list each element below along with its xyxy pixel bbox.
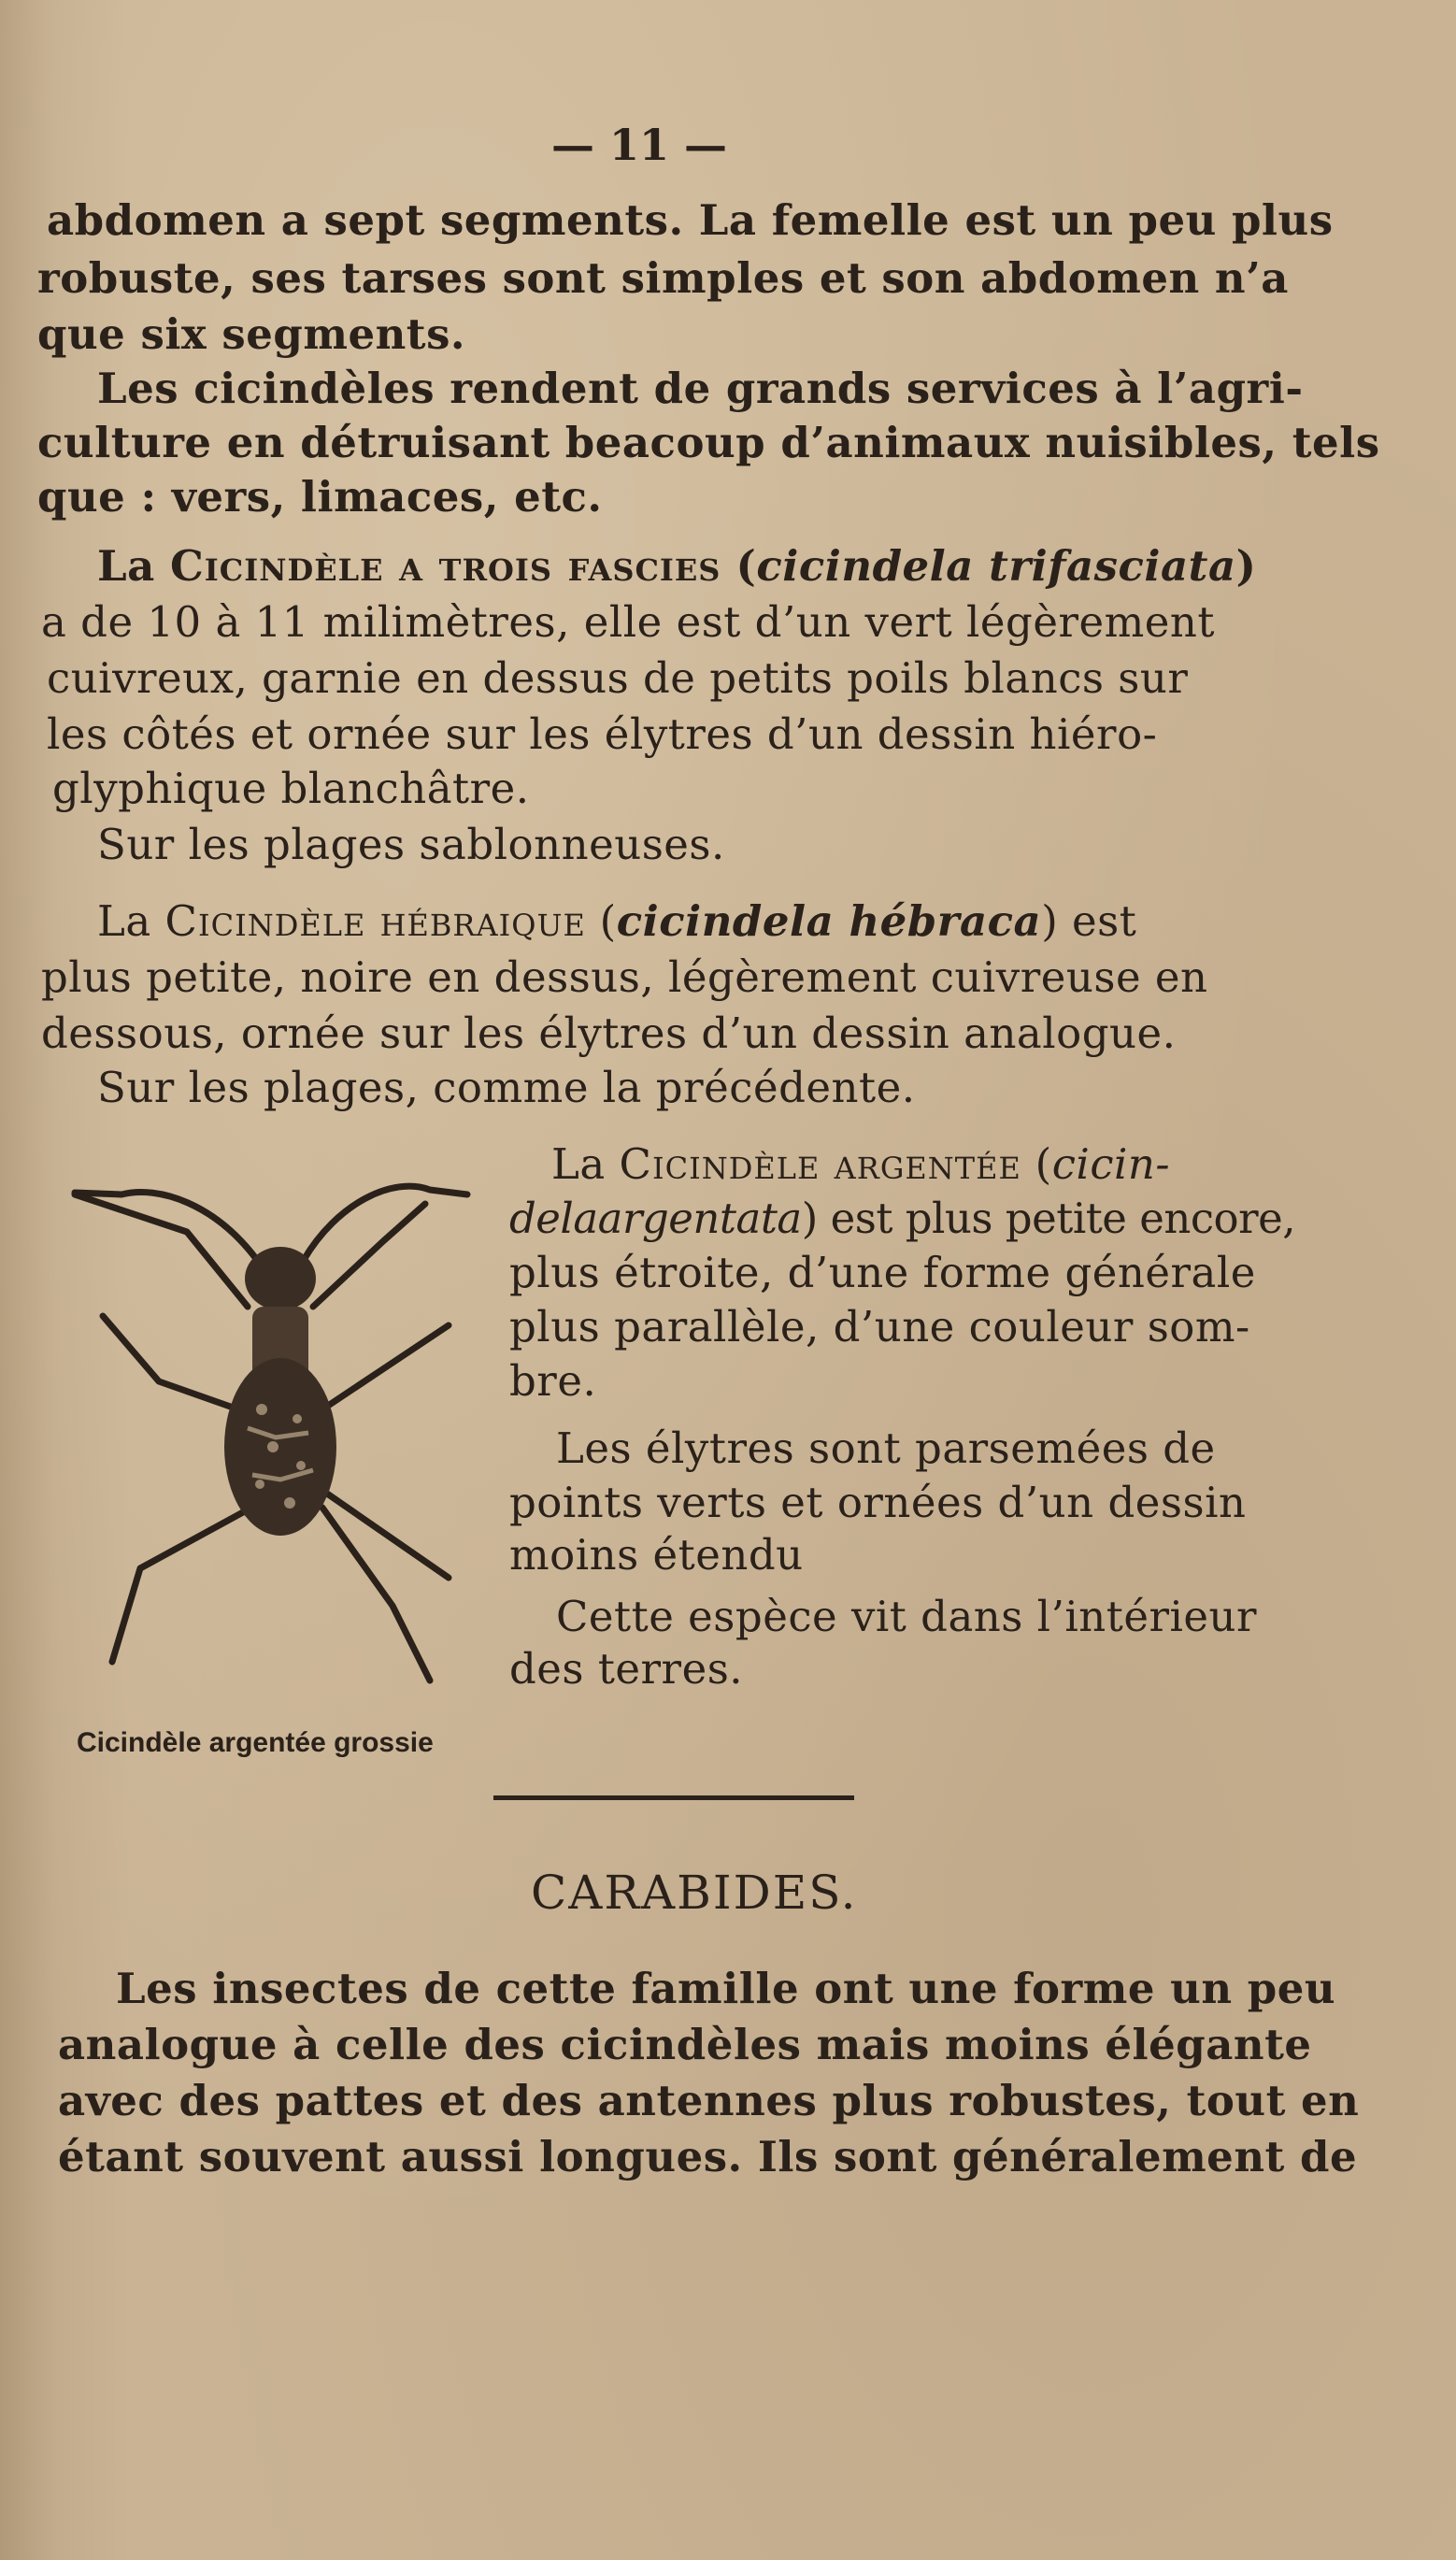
latin-name: cicin- [1051, 1139, 1171, 1189]
text-line: Sur les plages, comme la précédente. [97, 1063, 916, 1112]
latin-name: delaargentata [509, 1194, 802, 1243]
section-heading: CARABIDES. [531, 1866, 858, 1920]
text-line: points verts et ornées d’un dessin [509, 1478, 1247, 1527]
text-line: a de 10 à 11 milimètres, elle est d’un vert légèrement [41, 597, 1215, 647]
text-line: Les élytres sont parsemées de [556, 1423, 1216, 1473]
text-fragment: ( [721, 541, 757, 591]
species-heading-line [97, 540, 1256, 593]
text-line: avec des pattes et des antennes plus robustes, tout en [58, 2076, 1360, 2125]
text-line: des terres. [509, 1644, 744, 1694]
text-line: plus petite, noire en dessus, légèrement cuivreuse en [41, 952, 1208, 1002]
species-name: Cicindèle argentée [619, 1139, 1021, 1189]
text-fragment: La [97, 541, 170, 591]
text-line: cuivreux, garnie en dessus de petits poils blancs sur [47, 653, 1189, 703]
latin-name: cicindela trifasciata [756, 541, 1236, 591]
text-line: plus étroite, d’une forme générale [509, 1248, 1256, 1297]
text-line: culture en détruisant beacoup d’animaux nuisibles, tels [37, 418, 1380, 467]
text-line: Les insectes de cette famille ont une forme un peu [116, 1964, 1336, 2013]
text-fragment: ( [1021, 1139, 1052, 1189]
text-line: bre. [509, 1356, 597, 1406]
species-name: Cicindèle hébraique [164, 896, 586, 946]
text-line: Les cicindèles rendent de grands services à l’agri- [97, 364, 1304, 413]
text-line: que : vers, limaces, etc. [37, 472, 603, 522]
text-line: étant souvent aussi longues. Ils sont généralement de [58, 2132, 1358, 2181]
species-heading-line [97, 895, 1136, 948]
text-line: plus parallèle, d’une couleur som- [509, 1302, 1250, 1352]
text-fragment: La [551, 1139, 620, 1189]
text-line: Cette espèce vit dans l’intérieur [556, 1592, 1257, 1641]
text-line: robuste, ses tarses sont simples et son abdomen n’a [37, 253, 1289, 303]
text-line: analogue à celle des cicindèles mais moins élégante [58, 2020, 1312, 2069]
text-line: que six segments. [37, 309, 466, 359]
text-fragment: ( [585, 896, 617, 946]
text-line: moins étendu [509, 1530, 804, 1580]
text-fragment: ) est [1041, 896, 1137, 946]
beetle-elytra [224, 1358, 336, 1536]
species-name: Cicindèle a trois fascies [169, 541, 721, 591]
text-fragment: La [97, 896, 165, 946]
section-divider [493, 1795, 854, 1800]
text-line: les côtés et ornée sur les élytres d’un dessin hiéro- [47, 709, 1158, 759]
page-number: — 11 — [551, 120, 728, 170]
text-line: glyphique blanchâtre. [52, 764, 530, 813]
text-line: Sur les plages sablonneuses. [97, 820, 725, 869]
text-line: abdomen a sept segments. La femelle est un peu plus [47, 195, 1334, 245]
latin-name: cicindela hébraca [616, 896, 1042, 946]
text-line: dessous, ornée sur les élytres d’un dessin analogue. [41, 1008, 1177, 1058]
text-fragment: ) est plus petite encore, [801, 1194, 1296, 1243]
text-line [509, 1193, 1295, 1245]
figure-caption: Cicindèle argentée grossie [77, 1727, 434, 1758]
species-heading-line [551, 1138, 1170, 1191]
beetle-illustration [56, 1138, 505, 1699]
text-fragment: ) [1235, 541, 1257, 591]
beetle-head [245, 1247, 316, 1310]
